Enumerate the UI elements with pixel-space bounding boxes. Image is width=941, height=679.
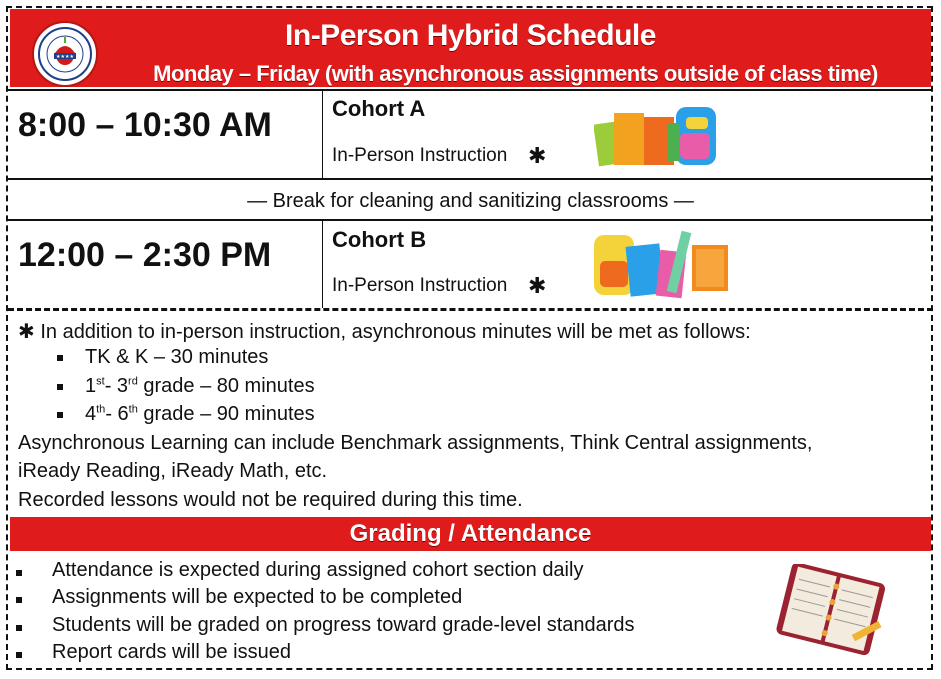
bullet-icon [16,652,22,658]
ordinal-suffix: st [96,375,105,388]
grading-title: Grading / Attendance [10,517,931,551]
bullet-icon [16,570,22,576]
grading-item: Report cards will be issued [52,641,291,663]
minutes-text: grade – 80 minutes [137,375,315,397]
break-note: — Break for cleaning and sanitizing classrooms — [247,190,694,212]
list-item [57,346,268,369]
notebook-pencil-illustration [776,564,888,660]
school-logo [32,21,98,87]
bullet-icon [16,597,22,603]
page-title: In-Person Hybrid Schedule [285,19,656,52]
async-paragraph: iReady Reading, iReady Math, etc. [18,460,328,482]
column-divider [322,220,323,308]
divider [8,308,933,311]
svg-text:★★★★: ★★★★ [56,54,74,60]
bullet-icon [16,625,22,631]
list-item [57,403,315,426]
async-paragraph: Asynchronous Learning can include Benchmark assignments, Think Central assignments, [18,432,813,454]
ordinal-suffix: th [96,403,106,416]
star-icon: ✱ [18,321,41,343]
page-subtitle: Monday – Friday (with asynchronous assignments outside of class time) [153,61,878,86]
minutes-text: grade – 90 minutes [137,403,315,425]
divider [8,178,933,180]
slot-b-time: 12:00 – 2:30 PM [18,236,272,274]
column-divider [322,90,323,178]
grading-item: Assignments will be expected to be completed [52,586,463,608]
divider [8,219,933,221]
slot-a-time: 8:00 – 10:30 AM [18,106,272,144]
list-item [57,375,315,398]
grade-end: - 3 [104,375,129,397]
divider [8,89,933,91]
backpack-books-illustration [592,225,734,307]
async-intro-text: In addition to in-person instruction, asynchronous minutes will be met as follows: [40,321,751,343]
grade-start: 4 [85,403,97,425]
slot-b-mode: In-Person Instruction [332,275,508,296]
async-paragraph: Recorded lessons would not be required during this time. [18,489,523,511]
header-banner [10,9,931,87]
star-icon: ✱ [528,273,547,298]
grade-start: 1 [85,375,97,397]
slot-a-mode: In-Person Instruction [332,145,508,166]
ordinal-suffix: th [128,403,138,416]
grade-end: - 6 [105,403,129,425]
async-intro [18,319,751,344]
grading-item: Attendance is expected during assigned cohort section daily [52,559,584,581]
slot-a-cohort: Cohort A [332,96,426,121]
star-icon: ✱ [528,143,547,168]
slot-b-cohort: Cohort B [332,227,427,252]
list-item-text: TK & K – 30 minutes [85,346,269,368]
grading-item: Students will be graded on progress toward grade-level standards [52,614,635,636]
ordinal-suffix: rd [128,375,138,388]
backpack-books-illustration [594,103,736,173]
